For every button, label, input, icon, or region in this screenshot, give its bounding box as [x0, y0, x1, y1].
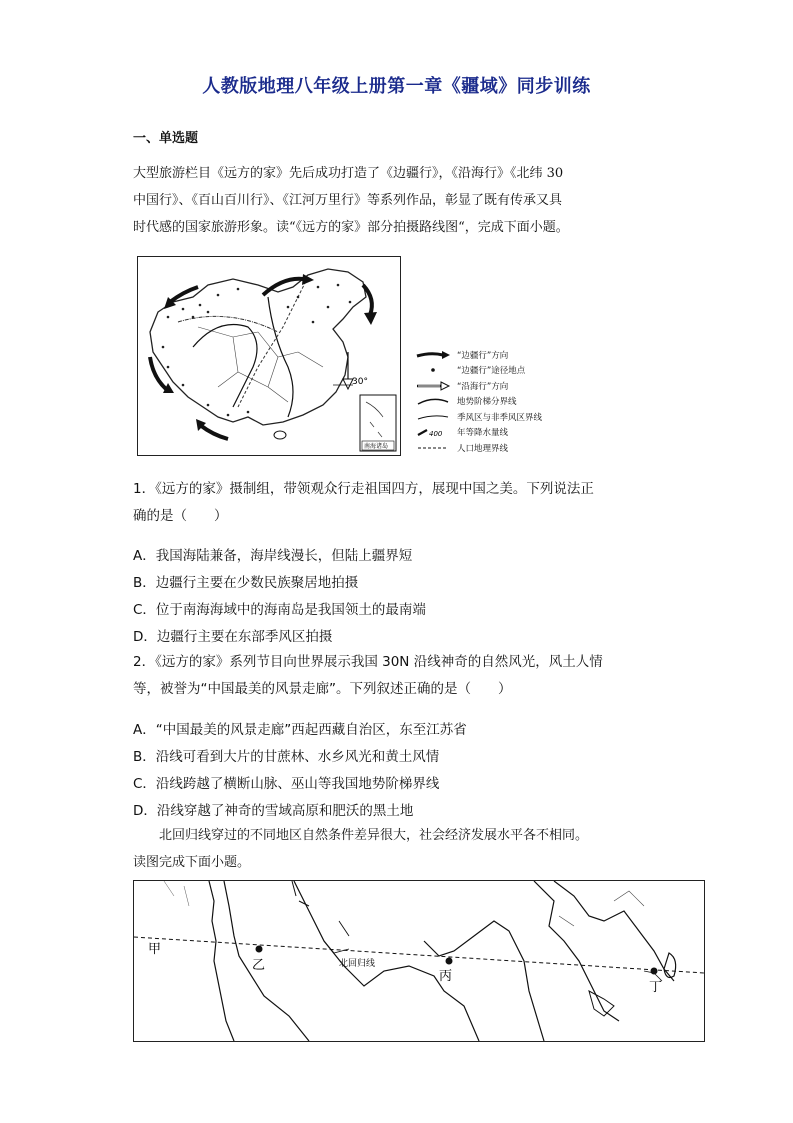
q1-option-a: A．我国海陆兼备，海岸线漫长，但陆上疆界短	[133, 548, 413, 564]
lat-30-label: 30°	[352, 377, 368, 387]
china-route-map	[137, 256, 401, 456]
point-jia: 甲	[148, 942, 162, 957]
monsoon-boundary-icon	[415, 412, 451, 422]
inset-label: 南海诸岛	[364, 443, 389, 450]
question-2-stem	[133, 649, 673, 703]
population-line-icon	[415, 443, 451, 453]
isohyet-icon	[415, 427, 451, 437]
legend-item	[415, 347, 575, 363]
section-heading: 一、单选题	[133, 131, 199, 146]
question-1-stem	[133, 476, 673, 530]
intro-paragraph-2	[133, 822, 673, 876]
china-route-map-drawing	[138, 257, 400, 455]
legend-item	[415, 409, 575, 425]
isohyet-value: 400	[429, 430, 443, 438]
legend-label: “边疆行”途径地点	[457, 366, 526, 377]
q1-line: 确的是（ ）	[133, 508, 228, 524]
q2-line: 等，被誉为“中国最美的风景走廊”。下列叙述正确的是（ ）	[133, 681, 512, 697]
q1-option-b: B．边疆行主要在少数民族聚居地拍摄	[133, 575, 359, 591]
q2-line: 2．《远方的家》系列节目向世界展示我国 30N 沿线神奇的自然风光，风土人情	[133, 654, 603, 670]
legend-item	[415, 394, 575, 410]
legend-item	[415, 440, 575, 456]
legend-item	[415, 425, 575, 441]
intro1-line: 大型旅游栏目《远方的家》先后成功打造了《边疆行》，《沿海行》《北纬 30	[133, 166, 564, 181]
legend-label: 季风区与非季风区界线	[457, 412, 543, 423]
map-legend	[415, 347, 575, 456]
point-bing: 丙	[439, 969, 453, 984]
q1-line: 1．《远方的家》摄制组，带领观众行走祖国四方，展现中国之美。下列说法正	[133, 481, 594, 497]
q2-option-b: B．沿线可看到大片的甘蔗林、水乡风光和黄土风情	[133, 749, 440, 765]
yanhai-direction-icon	[415, 381, 451, 391]
legend-label: 地势阶梯分界线	[457, 397, 517, 408]
q2-option-c: C．沿线跨越了横断山脉、巫山等我国地势阶梯界线	[133, 776, 440, 792]
tropic-map	[133, 880, 705, 1042]
intro2-line: 北回归线穿过的不同地区自然条件差异很大，社会经济发展水平各不相同。	[133, 828, 589, 843]
tropic-line-label: 北回归线	[339, 959, 376, 969]
legend-label: “沿海行”方向	[457, 381, 509, 392]
bianjiang-stop-icon	[415, 365, 451, 375]
intro1-line: 中国行》、《百山百川行》、《江河万里行》等系列作品，彰显了既有传承又具	[133, 193, 563, 208]
legend-label: 年等降水量线	[457, 428, 509, 439]
intro-paragraph-1	[133, 160, 673, 241]
tropic-map-drawing	[134, 881, 704, 1041]
q1-option-c: C．位于南海海域中的海南岛是我国领土的最南端	[133, 602, 426, 618]
intro2-line: 读图完成下面小题。	[133, 855, 251, 870]
q1-option-d: D．边疆行主要在东部季风区拍摄	[133, 629, 333, 645]
point-ding: 丁	[649, 980, 663, 995]
point-yi: 乙	[252, 958, 266, 973]
intro1-line: 时代感的国家旅游形象。读“《远方的家》部分拍摄路线图“，完成下面小题。	[133, 220, 569, 235]
legend-item	[415, 363, 575, 379]
q2-option-a: A．“中国最美的风景走廊”西起西藏自治区，东至江苏省	[133, 722, 467, 738]
page-title: 人教版地理八年级上册第一章《疆域》同步训练	[202, 76, 591, 97]
legend-label: “边疆行”方向	[457, 350, 509, 361]
terrain-step-icon	[415, 396, 451, 406]
q2-option-d: D．沿线穿越了神奇的雪域高原和肥沃的黑土地	[133, 803, 414, 819]
legend-label: 人口地理界线	[457, 443, 509, 454]
bianjiang-direction-icon	[415, 350, 451, 360]
legend-item	[415, 378, 575, 394]
